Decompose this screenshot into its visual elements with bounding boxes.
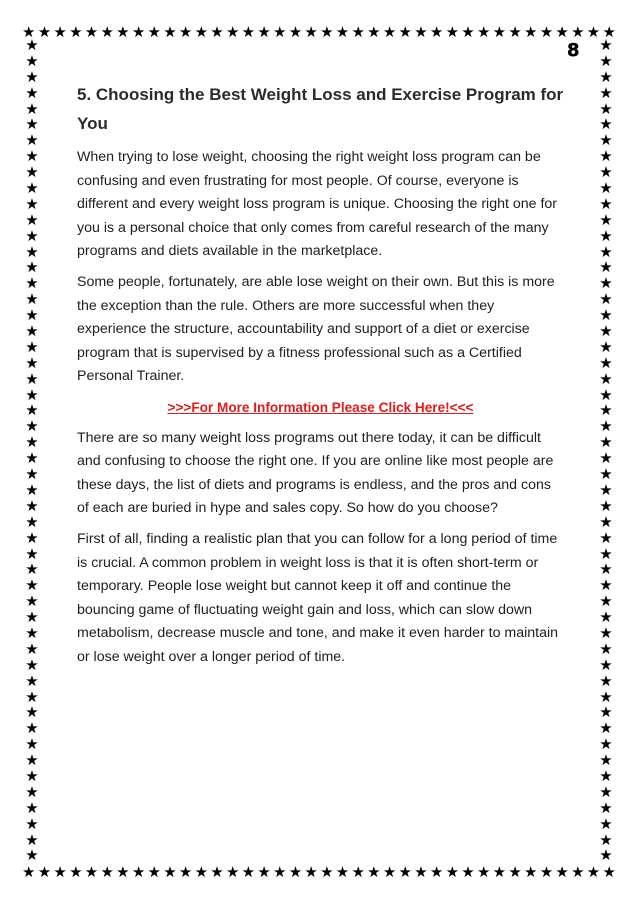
star-icon: ★ (599, 385, 613, 404)
star-icon: ★ (599, 131, 613, 150)
star-icon: ★ (25, 449, 39, 468)
star-icon: ★ (25, 210, 39, 229)
star-icon: ★ (25, 671, 39, 690)
paragraph-3: There are so many weight loss programs out there today, it can be difficult and confusing to choose the right one. If you are online like most people are these days, the list of diets and programs is endless, and the pros and cons of each are buried in hype and sales copy. So how do you choose? (77, 429, 554, 517)
section-title: 5. Choosing the Best Weight Loss and Exercise Program for You (77, 85, 564, 133)
star-icon: ★ (37, 22, 52, 41)
star-icon: ★ (461, 862, 475, 881)
star-icon: ★ (599, 36, 613, 54)
star-icon: ★ (25, 51, 39, 70)
star-icon: ★ (25, 163, 39, 182)
star-icon: ★ (335, 22, 350, 41)
star-icon: ★ (25, 592, 39, 611)
star-icon: ★ (414, 22, 428, 41)
star-icon: ★ (25, 67, 39, 86)
star-icon: ★ (273, 862, 287, 881)
star-icon: ★ (84, 22, 99, 41)
star-icon: ★ (163, 862, 177, 881)
star-icon: ★ (599, 608, 613, 627)
star-icon: ★ (599, 417, 613, 436)
bottom-star-border (22, 862, 616, 882)
star-icon: ★ (599, 449, 613, 468)
star-icon: ★ (25, 115, 39, 134)
star-icon: ★ (599, 766, 613, 785)
star-icon: ★ (492, 22, 507, 41)
star-icon: ★ (571, 862, 585, 881)
star-icon: ★ (131, 862, 146, 881)
star-icon: ★ (599, 258, 613, 277)
star-icon: ★ (100, 22, 114, 41)
star-icon: ★ (304, 862, 318, 881)
more-info-link[interactable]: >>>For More Information Please Click Here!<<< (167, 399, 474, 415)
more-info-link-line (77, 396, 564, 420)
star-icon: ★ (25, 608, 39, 627)
right-star-border (596, 38, 616, 864)
star-icon: ★ (25, 131, 39, 150)
star-icon: ★ (599, 51, 613, 70)
star-icon: ★ (25, 751, 39, 770)
star-icon: ★ (225, 862, 240, 881)
star-icon: ★ (599, 163, 613, 182)
star-icon: ★ (599, 274, 613, 293)
star-icon: ★ (599, 814, 613, 833)
star-icon: ★ (84, 862, 99, 881)
star-icon: ★ (429, 22, 444, 41)
star-icon: ★ (22, 862, 36, 881)
star-icon: ★ (599, 735, 613, 754)
star-icon: ★ (539, 862, 554, 881)
star-icon: ★ (25, 655, 39, 674)
star-icon: ★ (131, 22, 146, 41)
star-icon: ★ (524, 22, 538, 41)
star-icon: ★ (599, 465, 613, 484)
star-icon: ★ (599, 322, 613, 341)
star-icon: ★ (25, 766, 39, 785)
star-icon: ★ (25, 322, 39, 341)
star-icon: ★ (414, 862, 428, 881)
left-star-border (22, 38, 42, 864)
star-icon: ★ (599, 210, 613, 229)
star-icon: ★ (241, 22, 256, 41)
star-icon: ★ (429, 862, 444, 881)
star-icon: ★ (599, 719, 613, 738)
star-icon: ★ (320, 862, 334, 881)
star-icon: ★ (555, 22, 569, 41)
star-icon: ★ (599, 242, 613, 261)
star-icon: ★ (163, 22, 177, 41)
star-icon: ★ (599, 623, 613, 642)
star-icon: ★ (599, 512, 613, 531)
star-icon: ★ (116, 862, 130, 881)
star-icon: ★ (25, 290, 39, 309)
star-icon: ★ (599, 369, 613, 388)
star-icon: ★ (599, 782, 613, 801)
star-icon: ★ (53, 22, 67, 41)
star-icon: ★ (25, 242, 39, 261)
star-icon: ★ (178, 22, 193, 41)
star-icon: ★ (599, 655, 613, 674)
star-icon: ★ (476, 862, 491, 881)
star-icon: ★ (257, 22, 271, 41)
star-icon: ★ (25, 99, 39, 118)
star-icon: ★ (492, 862, 507, 881)
star-icon: ★ (599, 592, 613, 611)
star-icon: ★ (599, 83, 613, 102)
star-icon: ★ (599, 353, 613, 372)
star-icon: ★ (25, 560, 39, 579)
star-icon: ★ (25, 179, 39, 198)
star-icon: ★ (367, 862, 381, 881)
paragraph-4: First of all, finding a realistic plan that you can follow for a long period of time is crucial. A common problem in weight loss is that it is often short-term or temporary. People lose weight but cannot keep it off and continue the bouncing game of fluctuating weight gain and loss, which can slow down metabolism, decrease muscle and tone, and make it even harder to maintain or lose weight over a longer period of time. (77, 530, 559, 665)
star-icon: ★ (25, 369, 39, 388)
star-icon: ★ (599, 99, 613, 118)
star-icon: ★ (602, 862, 616, 881)
star-icon: ★ (599, 703, 613, 722)
star-icon: ★ (241, 862, 256, 881)
star-icon: ★ (25, 194, 39, 213)
star-icon: ★ (599, 480, 613, 499)
star-icon: ★ (25, 798, 39, 817)
star-icon: ★ (599, 115, 613, 134)
star-icon: ★ (25, 687, 39, 706)
star-icon: ★ (25, 417, 39, 436)
star-icon: ★ (555, 862, 569, 881)
star-icon: ★ (53, 862, 67, 881)
star-icon: ★ (599, 798, 613, 817)
star-icon: ★ (445, 22, 460, 41)
star-icon: ★ (25, 703, 39, 722)
star-icon: ★ (25, 274, 39, 293)
star-icon: ★ (25, 496, 39, 515)
star-icon: ★ (25, 735, 39, 754)
star-icon: ★ (25, 258, 39, 277)
star-icon: ★ (210, 22, 224, 41)
star-icon: ★ (461, 22, 475, 41)
star-icon: ★ (25, 226, 39, 245)
star-icon: ★ (398, 862, 412, 881)
star-icon: ★ (25, 147, 39, 166)
star-icon: ★ (25, 433, 39, 452)
star-icon: ★ (25, 814, 39, 833)
star-icon: ★ (25, 639, 39, 658)
star-icon: ★ (599, 433, 613, 452)
star-icon: ★ (367, 22, 381, 41)
star-icon: ★ (599, 67, 613, 86)
star-icon: ★ (69, 22, 83, 41)
star-icon: ★ (25, 719, 39, 738)
star-icon: ★ (508, 862, 522, 881)
star-icon: ★ (586, 862, 601, 881)
star-icon: ★ (599, 830, 613, 849)
star-icon: ★ (25, 623, 39, 642)
star-icon: ★ (178, 862, 193, 881)
star-icon: ★ (25, 401, 39, 420)
star-icon: ★ (25, 36, 39, 54)
star-icon: ★ (304, 22, 318, 41)
star-icon: ★ (25, 544, 39, 563)
star-icon: ★ (37, 862, 52, 881)
paragraph-1: When trying to lose weight, choosing the right weight loss program can be confusing and even frustrating for most people. Of course, everyone is different and every weight loss program is unique. Choosing the right one for you is a personal choice that only comes from careful research of the many programs and diets available in the marketplace. (77, 149, 558, 260)
star-icon: ★ (382, 22, 397, 41)
star-icon: ★ (147, 22, 161, 41)
star-icon: ★ (599, 751, 613, 770)
star-icon: ★ (194, 862, 209, 881)
star-icon: ★ (210, 862, 224, 881)
star-icon: ★ (602, 22, 616, 41)
star-icon: ★ (398, 22, 412, 41)
star-icon: ★ (599, 337, 613, 356)
star-icon: ★ (599, 496, 613, 515)
star-icon: ★ (524, 862, 538, 881)
star-icon: ★ (599, 544, 613, 563)
star-icon: ★ (599, 671, 613, 690)
star-icon: ★ (25, 353, 39, 372)
star-icon: ★ (599, 528, 613, 547)
star-icon: ★ (599, 401, 613, 420)
star-icon: ★ (539, 22, 554, 41)
star-icon: ★ (445, 862, 460, 881)
star-icon: ★ (599, 576, 613, 595)
star-icon: ★ (25, 846, 39, 865)
star-icon: ★ (25, 528, 39, 547)
star-icon: ★ (599, 147, 613, 166)
star-icon: ★ (257, 862, 271, 881)
star-icon: ★ (225, 22, 240, 41)
star-icon: ★ (25, 782, 39, 801)
star-icon: ★ (147, 862, 161, 881)
star-icon: ★ (586, 22, 601, 41)
star-icon: ★ (599, 194, 613, 213)
star-icon: ★ (476, 22, 491, 41)
star-icon: ★ (599, 290, 613, 309)
star-icon: ★ (351, 22, 365, 41)
star-icon: ★ (320, 22, 334, 41)
star-icon: ★ (571, 22, 585, 41)
star-icon: ★ (335, 862, 350, 881)
star-icon: ★ (25, 576, 39, 595)
star-icon: ★ (288, 22, 303, 41)
star-icon: ★ (22, 22, 36, 41)
star-icon: ★ (288, 862, 303, 881)
star-icon: ★ (599, 306, 613, 325)
star-icon: ★ (273, 22, 287, 41)
star-icon: ★ (25, 465, 39, 484)
paragraph-2: Some people, fortunately, are able lose weight on their own. But this is more the exception than the rule. Others are more successful when they experience the structure, accountability and support of a diet or exercise program that is supervised by a fitness professional such as a Certified Personal Trainer. (77, 273, 555, 385)
star-icon: ★ (599, 846, 613, 865)
star-icon: ★ (25, 830, 39, 849)
article-body (77, 80, 564, 676)
star-icon: ★ (69, 862, 83, 881)
star-icon: ★ (599, 687, 613, 706)
star-icon: ★ (25, 480, 39, 499)
star-icon: ★ (599, 560, 613, 579)
star-icon: ★ (100, 862, 114, 881)
star-icon: ★ (599, 179, 613, 198)
star-icon: ★ (25, 83, 39, 102)
star-icon: ★ (116, 22, 130, 41)
page-number: 8 (567, 40, 580, 61)
star-icon: ★ (508, 22, 522, 41)
top-star-border (22, 22, 616, 42)
star-icon: ★ (599, 639, 613, 658)
star-icon: ★ (382, 862, 397, 881)
star-icon: ★ (351, 862, 365, 881)
star-icon: ★ (25, 306, 39, 325)
star-icon: ★ (25, 385, 39, 404)
star-icon: ★ (25, 512, 39, 531)
star-icon: ★ (599, 226, 613, 245)
star-icon: ★ (25, 337, 39, 356)
star-icon: ★ (194, 22, 209, 41)
